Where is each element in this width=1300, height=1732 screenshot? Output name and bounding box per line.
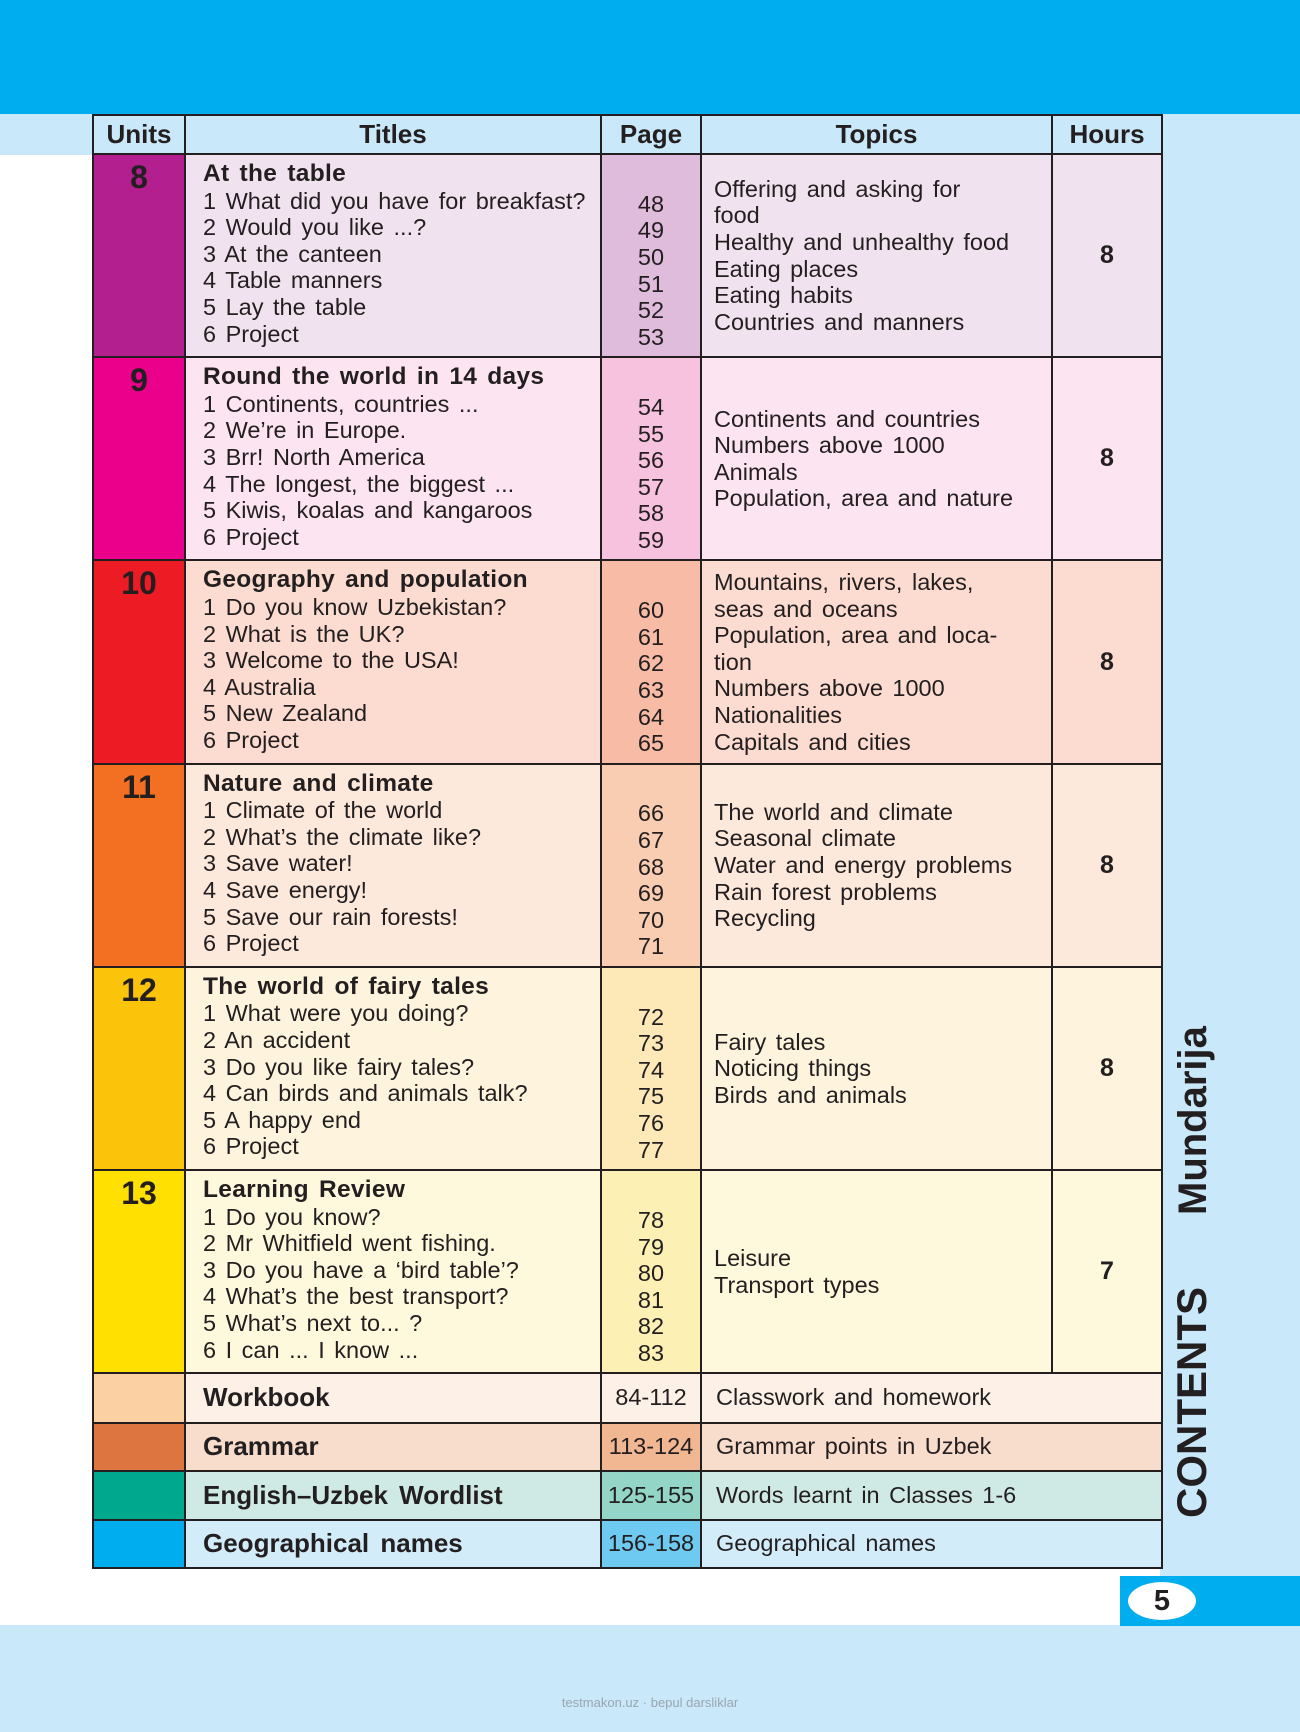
lesson-item: 1 Do you know Uzbekistan? <box>203 594 507 621</box>
page-number-item: 51 <box>637 270 665 297</box>
topic-item: Transport types <box>714 1271 880 1298</box>
unit-number: 12 <box>93 967 185 1170</box>
topic-item: Population, area and nature <box>714 485 1014 512</box>
lesson-item: 2 An accident <box>203 1027 351 1054</box>
topic-item: tion <box>714 648 752 675</box>
page-number-item: 81 <box>637 1286 665 1313</box>
lesson-item: 6 Project <box>203 727 299 753</box>
page-number-item: 77 <box>637 1136 665 1163</box>
page-number-item: 70 <box>637 906 665 933</box>
lesson-item: 3 Save water! <box>203 850 353 877</box>
extra-topic: Grammar points in Uzbek <box>701 1423 1162 1471</box>
page-number-item: 54 <box>637 394 665 421</box>
unit-row <box>93 560 1162 763</box>
unit-title: Round the world in 14 days <box>203 363 545 391</box>
unit-titles <box>185 560 601 763</box>
extra-color-swatch <box>93 1471 185 1520</box>
extra-title: Workbook <box>185 1373 601 1422</box>
unit-titles <box>185 764 601 967</box>
unit-number: 11 <box>93 764 185 967</box>
page-number-item: 78 <box>637 1206 665 1233</box>
unit-hours: 8 <box>1052 357 1162 560</box>
unit-topics <box>701 764 1052 967</box>
page-number-item: 69 <box>637 880 665 907</box>
extra-title: Geographical names <box>185 1520 601 1568</box>
page-number-item: 60 <box>637 597 665 624</box>
unit-titles <box>185 967 601 1170</box>
topic-item: The world and climate <box>714 798 953 825</box>
lesson-item: 3 Welcome to the USA! <box>203 647 459 674</box>
unit-topics <box>701 357 1052 560</box>
page-number-item: 62 <box>637 650 665 677</box>
unit-titles <box>185 1170 601 1373</box>
lesson-item: 2 What’s the climate like? <box>203 823 482 850</box>
lesson-item: 6 Project <box>203 1133 299 1160</box>
top-band <box>0 0 1300 114</box>
topic-item: Eating habits <box>714 282 853 309</box>
unit-pages <box>601 154 701 357</box>
unit-row <box>93 357 1162 560</box>
side-title-mundarija: Mundarija <box>1171 1026 1215 1215</box>
unit-topics <box>701 1170 1052 1373</box>
topic-item: Noticing things <box>714 1055 872 1082</box>
extra-title: Grammar <box>185 1423 601 1471</box>
lesson-item: 5 Kiwis, koalas and kangaroos <box>203 497 533 524</box>
page-number-item: 66 <box>637 800 665 827</box>
extra-row <box>93 1373 1162 1422</box>
page-number-item: 67 <box>637 827 665 854</box>
unit-title: Learning Review <box>203 1176 406 1204</box>
unit-hours: 8 <box>1052 967 1162 1170</box>
topic-item: Numbers above 1000 <box>714 432 945 459</box>
header-page: Page <box>601 115 701 154</box>
topic-item: Birds and animals <box>714 1081 907 1108</box>
page-number-item: 61 <box>637 623 665 650</box>
lesson-item: 4 Australia <box>203 673 316 700</box>
extra-row <box>93 1423 1162 1471</box>
page-number-item: 59 <box>637 527 665 554</box>
page-number-item: 53 <box>637 323 665 350</box>
page-number-item: 75 <box>637 1083 665 1110</box>
unit-title: Nature and climate <box>203 769 434 797</box>
lesson-item: 5 A happy end <box>203 1106 361 1133</box>
page-number-item: 72 <box>637 1003 665 1030</box>
unit-topics <box>701 560 1052 763</box>
extra-topic: Geographical names <box>701 1520 1162 1568</box>
topic-item: Countries and manners <box>714 308 965 335</box>
page-number-item: 56 <box>637 447 665 474</box>
lesson-item: 3 Brr! North America <box>203 444 425 470</box>
unit-titles <box>185 357 601 560</box>
topic-item: Recycling <box>714 905 816 932</box>
extra-pages: 125-155 <box>601 1471 701 1520</box>
lesson-item: 1 Continents, countries ... <box>203 390 479 417</box>
page-number-item: 49 <box>637 217 665 244</box>
unit-pages <box>601 357 701 560</box>
lesson-item: 4 Save energy! <box>203 877 368 904</box>
page-number-item: 71 <box>637 933 665 960</box>
topic-item: Capitals and cities <box>714 728 911 755</box>
lesson-item: 3 Do you like fairy tales? <box>203 1053 475 1080</box>
extra-color-swatch <box>93 1520 185 1568</box>
unit-number: 9 <box>93 357 185 560</box>
page-number-item: 58 <box>637 500 665 527</box>
topic-item: seas and oceans <box>714 595 898 622</box>
unit-hours: 8 <box>1052 154 1162 357</box>
extra-color-swatch <box>93 1373 185 1422</box>
page-number: 5 <box>1128 1582 1196 1620</box>
unit-pages <box>601 967 701 1170</box>
unit-title: At the table <box>203 160 346 187</box>
lesson-item: 4 Can birds and animals talk? <box>203 1080 528 1107</box>
lesson-item: 6 Project <box>203 320 299 347</box>
lesson-item: 6 Project <box>203 523 299 550</box>
lesson-item: 5 New Zealand <box>203 700 368 727</box>
unit-row <box>93 154 1162 357</box>
page-number-item: 79 <box>637 1233 665 1260</box>
unit-pages <box>601 1170 701 1373</box>
unit-row <box>93 1170 1162 1373</box>
unit-number: 8 <box>93 154 185 357</box>
unit-hours: 8 <box>1052 560 1162 763</box>
lesson-item: 2 What is the UK? <box>203 620 405 647</box>
lesson-item: 2 Mr Whitfield went fishing. <box>203 1230 496 1257</box>
page-number-item: 80 <box>637 1260 665 1287</box>
page-number-item: 74 <box>637 1056 665 1083</box>
lesson-item: 3 At the canteen <box>203 240 382 267</box>
lesson-item: 1 Do you know? <box>203 1203 381 1230</box>
unit-titles <box>185 154 601 357</box>
lesson-item: 4 Table manners <box>203 267 383 294</box>
header-row <box>93 115 1162 154</box>
topic-item: Mountains, rivers, lakes, <box>714 568 974 595</box>
extra-pages: 156-158 <box>601 1520 701 1568</box>
unit-hours: 8 <box>1052 764 1162 967</box>
lesson-item: 5 What’s next to... ? <box>203 1310 423 1337</box>
topic-item: Healthy and unhealthy food <box>714 229 1010 256</box>
topic-item: Rain forest problems <box>714 878 937 905</box>
unit-topics <box>701 154 1052 357</box>
extra-topic: Classwork and homework <box>701 1373 1162 1422</box>
unit-title: Geography and population <box>203 566 528 594</box>
unit-number: 10 <box>93 560 185 763</box>
side-title <box>1162 998 1222 1518</box>
unit-row <box>93 764 1162 967</box>
unit-row <box>93 967 1162 1170</box>
lesson-item: 1 Climate of the world <box>203 797 443 824</box>
topic-item: Numbers above 1000 <box>714 675 945 702</box>
topic-item: Continents and countries <box>714 405 980 432</box>
topic-item: Fairy tales <box>714 1028 826 1055</box>
header-hours: Hours <box>1052 115 1162 154</box>
page-number-item: 76 <box>637 1110 665 1137</box>
lesson-item: 2 Would you like ...? <box>203 214 427 241</box>
page-number-item: 68 <box>637 853 665 880</box>
unit-topics <box>701 967 1052 1170</box>
topic-item: Water and energy problems <box>714 851 1013 878</box>
topic-item: food <box>714 202 760 229</box>
page-number-item: 52 <box>637 297 665 324</box>
page-number-item: 57 <box>637 473 665 500</box>
topic-item: Nationalities <box>714 701 843 728</box>
extra-row <box>93 1471 1162 1520</box>
page-number-item: 64 <box>637 703 665 730</box>
unit-pages <box>601 560 701 763</box>
extra-title: English–Uzbek Wordlist <box>185 1471 601 1520</box>
side-title-contents: CONTENTS <box>1168 1287 1215 1518</box>
lesson-item: 6 I can ... I know ... <box>203 1336 419 1363</box>
topic-item: Leisure <box>714 1245 792 1272</box>
unit-hours: 7 <box>1052 1170 1162 1373</box>
page-number-item: 63 <box>637 677 665 704</box>
page-number-item: 83 <box>637 1339 665 1366</box>
header-titles: Titles <box>185 115 601 154</box>
unit-number: 13 <box>93 1170 185 1373</box>
extra-row <box>93 1520 1162 1568</box>
topic-item: Offering and asking for <box>714 175 961 202</box>
topic-item: Seasonal climate <box>714 825 896 852</box>
lesson-item: 4 The longest, the biggest ... <box>203 470 515 497</box>
contents-table <box>92 114 1163 1569</box>
lesson-item: 3 Do you have a ‘bird table’? <box>203 1256 519 1283</box>
page-number-item: 50 <box>637 244 665 271</box>
lesson-item: 4 What’s the best transport? <box>203 1283 509 1310</box>
extra-pages: 113-124 <box>601 1423 701 1471</box>
unit-pages <box>601 764 701 967</box>
extra-pages: 84-112 <box>601 1373 701 1422</box>
lesson-item: 2 We’re in Europe. <box>203 417 407 444</box>
page-number-item: 73 <box>637 1030 665 1057</box>
lesson-item: 1 What were you doing? <box>203 1000 469 1027</box>
extra-color-swatch <box>93 1423 185 1471</box>
topic-item: Eating places <box>714 255 859 282</box>
page-number-item: 55 <box>637 420 665 447</box>
page-number-item: 82 <box>637 1313 665 1340</box>
topic-item: Animals <box>714 458 798 485</box>
footer-watermark: testmakon.uz · bepul darsliklar <box>561 1695 739 1710</box>
page-number-item: 65 <box>637 730 665 757</box>
header-units: Units <box>93 115 185 154</box>
lesson-item: 5 Save our rain forests! <box>203 903 458 930</box>
lesson-item: 6 Project <box>203 930 299 957</box>
extra-topic: Words learnt in Classes 1-6 <box>701 1471 1162 1520</box>
lesson-item: 1 What did you have for breakfast? <box>203 187 586 214</box>
topic-item: Population, area and loca- <box>714 622 998 649</box>
unit-title: The world of fairy tales <box>203 972 490 1000</box>
lesson-item: 5 Lay the table <box>203 293 367 320</box>
header-topics: Topics <box>701 115 1052 154</box>
page-number-item: 48 <box>637 190 665 217</box>
